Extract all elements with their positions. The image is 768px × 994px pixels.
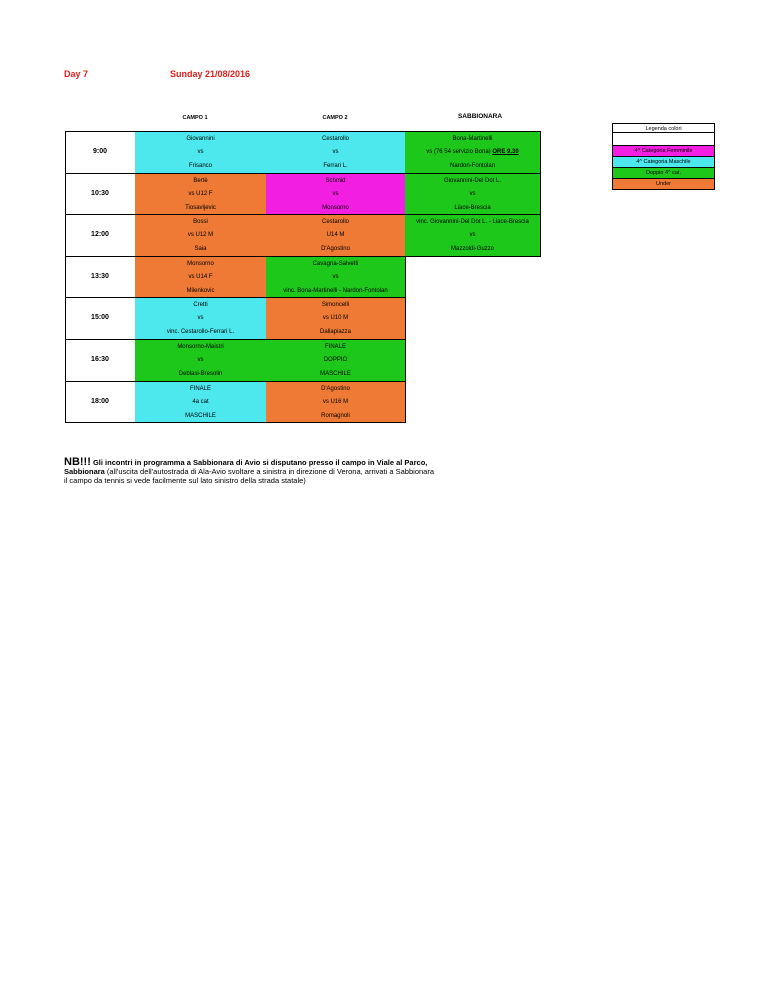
match-bot-text: D'Agostino (321, 246, 350, 253)
match-cell-campo1 (135, 381, 267, 424)
legend-item: 4^ Categoria Maschile (612, 157, 715, 168)
match-mid-text: vs (197, 357, 204, 363)
note-nb: NB!!! (64, 456, 91, 468)
legend-item: Under (612, 179, 715, 190)
match-mid-text: vs (332, 273, 339, 280)
match-top-text: Bossi (193, 219, 208, 226)
match-cell-campo2 (266, 256, 406, 299)
match-top-text: Cestarollo (321, 136, 349, 142)
match-bot-text: Monsorno (322, 204, 349, 211)
match-mid-text (405, 149, 540, 155)
note-line2: (all'uscita dell'autostrada di Ala-Avio svoltare a sinistra in direzione di Verona, arrivati a Sabbionara (104, 467, 434, 476)
match-top-text: Giovannini-Del Dot L. (443, 177, 502, 184)
match-bot-text: Frisanco (188, 163, 212, 169)
match-bot-text: vinc. Cestarollo-Ferrari L. (166, 329, 235, 336)
match-bot-text: Romagnoli (321, 412, 350, 419)
match-top-text: Schmid (325, 177, 346, 184)
match-top-text: Cavagna-Salvetti (312, 260, 359, 267)
match-mid-text: vs U12 F (188, 190, 213, 197)
column-header-campo1: CAMPO 1 (182, 115, 208, 121)
match-mid-text: vs U16 M (322, 398, 349, 405)
match-bot-text: Nardon-Fontolan (449, 163, 496, 169)
color-legend (612, 123, 715, 190)
match-top-text: Bertè (193, 177, 208, 184)
match-top-text: Simoncelli (321, 302, 350, 309)
match-cell-campo2 (266, 339, 406, 382)
match-mid-text: vs U10 M (322, 315, 349, 322)
match-bot-text: Ferrari L. (323, 163, 348, 169)
note-line3: il campo da tennis si vede facilmente sul lato sinistro della strada statale) (64, 476, 306, 485)
match-cell-campo1 (135, 256, 267, 299)
match-top-text: vinc. Giovannini-Del Dot L. - Liace-Brescia (416, 219, 529, 226)
day-label: Day 7 (64, 69, 89, 79)
time-label: 18:00 (91, 397, 109, 405)
match-top-text: D'Agostino (321, 385, 350, 392)
match-bot-text: Saia (194, 246, 207, 253)
time-label: 13:30 (91, 272, 109, 280)
match-cell-campo2 (266, 131, 406, 174)
match-cell-sabbionara (405, 173, 541, 216)
match-mid-text: vs U14 F (188, 273, 213, 280)
match-bot-text: vinc. Bona-Martinelli - Nardon-Fontolan (283, 287, 388, 294)
match-mid-text: vs (197, 315, 204, 322)
match-bot-text: Mazzoldi-Guzzo (450, 246, 494, 253)
match-bot-text: Milenkovic (186, 287, 215, 294)
match-mid-text: U14 M (326, 232, 345, 239)
match-top-text: Bona-Martinelli (452, 136, 493, 142)
match-mid-text: 4a cat (192, 398, 209, 405)
time-label: 12:00 (91, 231, 109, 239)
match-top-text: Monsorno-Maistri (177, 344, 224, 350)
match-cell-campo1 (135, 339, 267, 382)
match-mid-text: vs (332, 149, 339, 155)
match-top-text: Cestarollo (321, 219, 349, 226)
match-cell-campo2 (266, 297, 406, 340)
match-bot-text: Dallapiazza (319, 329, 352, 336)
match-top-text: Monsorno (187, 260, 214, 267)
match-cell-campo1 (135, 214, 267, 257)
match-top-text: FINALE (189, 385, 211, 392)
time-label: 15:00 (91, 314, 109, 322)
time-label: 10:30 (91, 189, 109, 197)
legend-title: Legenda colori (612, 123, 715, 133)
match-mid-text: vs (197, 149, 204, 155)
match-bot-text: Deblasi-Bresolin (178, 371, 223, 377)
match-mid-text: vs (332, 190, 339, 197)
note-line2-bold: Sabbionara (64, 467, 105, 476)
match-cell-text: vs (76 54 servizio Bona) (426, 149, 493, 155)
match-mid-text: vs (469, 232, 476, 239)
legend-item: 4^ Categoria Femminile (612, 146, 715, 157)
match-bot-text: Liace-Brescia (454, 204, 491, 211)
match-mid-text: vs (469, 190, 476, 197)
note-block (64, 458, 504, 485)
date-label: Sunday 21/08/2016 (170, 69, 251, 79)
column-header-campo2: CAMPO 2 (322, 115, 348, 121)
match-top-text: Giovannini (186, 136, 215, 142)
legend-item: Doppio 4^ cat. (612, 168, 715, 179)
match-top-text: FINALE (324, 344, 346, 350)
legend-item (612, 133, 715, 146)
match-bot-text: MASCHILE (320, 371, 351, 377)
time-label: 16:30 (91, 356, 109, 363)
match-cell-campo2 (266, 214, 406, 257)
match-cell-campo1 (135, 173, 267, 216)
match-cell-campo2 (266, 173, 406, 216)
match-cell-sabbionara (405, 131, 541, 174)
match-mid-text: vs U12 M (187, 232, 214, 239)
match-cell-sabbionara (405, 214, 541, 257)
match-mid-text: DOPPIO (323, 357, 348, 363)
match-bot-text: Tiosavljevic (185, 204, 216, 211)
match-time-note: ORE 9.30 (492, 149, 519, 155)
match-cell-campo2 (266, 381, 406, 424)
match-cell-campo1 (135, 131, 267, 174)
time-label: 9:00 (92, 148, 107, 155)
match-bot-text: MASCHILE (185, 412, 216, 419)
column-header-sabbionara: SABBIONARA (457, 113, 503, 120)
match-cell-campo1 (135, 297, 267, 340)
note-line1: Gli incontri in programma a Sabbionara di Avio si disputano presso il campo in Viale al Parco, (90, 458, 428, 467)
match-top-text: Cretti (193, 302, 208, 309)
